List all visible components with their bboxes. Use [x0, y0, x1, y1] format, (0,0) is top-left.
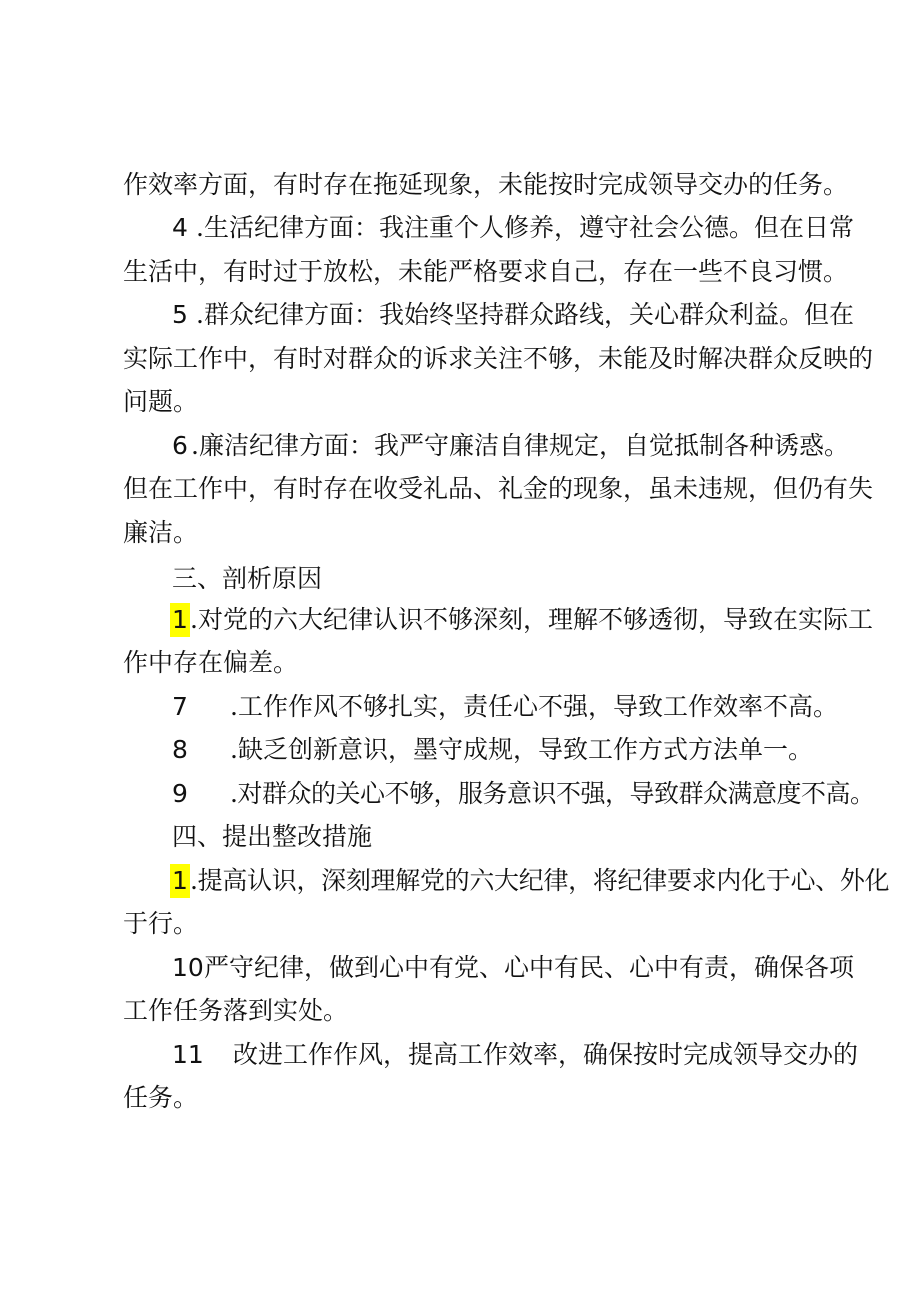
text-line [0, 472, 920, 506]
paragraph-text: .廉洁纪律方面：我严守廉洁自律规定，自觉抵制各种诱惑。 [191, 431, 849, 460]
list-item [0, 429, 920, 463]
text-line [0, 646, 920, 680]
paragraph-text: 严守纪律，做到心中有党、心中有民、心中有责，确保各项 [204, 953, 855, 982]
item-number: 10 [172, 953, 204, 982]
list-item [0, 603, 920, 637]
paragraph-text: 作中存在偏差。 [123, 648, 299, 677]
paragraph-text: 工作任务落到实处。 [123, 996, 349, 1025]
list-item [0, 733, 920, 767]
text-line [0, 516, 920, 550]
paragraph-text: .提高认识，深刻理解党的六大纪律，将纪律要求内化于心、外化 [190, 866, 890, 895]
item-number: 9 [172, 779, 188, 808]
item-number: 4 [172, 213, 188, 242]
paragraph-text: 生活中，有时过于放松，未能严格要求自己，存在一些不良习惯。 [123, 257, 849, 286]
item-number: 11 [172, 1040, 204, 1069]
text-line [0, 168, 920, 202]
section-heading [0, 562, 920, 596]
paragraph-text: .对群众的关心不够，服务意识不强，导致群众满意度不高。 [230, 779, 875, 808]
text-line [0, 342, 920, 376]
paragraph-text: 任务。 [123, 1083, 199, 1112]
paragraph-text: 问题。 [123, 387, 199, 416]
paragraph-text: 改进工作作风，提高工作效率，确保按时完成领导交办的 [233, 1040, 859, 1069]
item-number: 6 [172, 431, 188, 460]
list-item [0, 864, 920, 898]
paragraph-text: 作效率方面，有时存在拖延现象，未能按时完成领导交办的任务。 [123, 170, 849, 199]
paragraph-text: 廉洁。 [123, 518, 199, 547]
item-number: 5 [172, 300, 188, 329]
paragraph-text: .生活纪律方面：我注重个人修养，遵守社会公德。但在日常 [196, 213, 854, 242]
paragraph-text: 但在工作中，有时存在收受礼品、礼金的现象，虽未违规，但仍有失 [123, 474, 874, 503]
list-item [0, 951, 920, 985]
highlighted-number: 1 [170, 864, 190, 898]
paragraph-text: .工作作风不够扎实，责任心不强，导致工作效率不高。 [230, 692, 838, 721]
list-item [0, 1038, 920, 1072]
highlighted-number: 1 [170, 603, 190, 637]
list-item [0, 777, 920, 811]
section-title: 三、剖析原因 [172, 564, 323, 593]
text-line [0, 1081, 920, 1115]
section-heading [0, 820, 920, 854]
text-line [0, 255, 920, 289]
item-number: 8 [172, 735, 188, 764]
list-item [0, 211, 920, 245]
item-number: 7 [172, 692, 188, 721]
paragraph-text: .群众纪律方面：我始终坚持群众路线，关心群众利益。但在 [196, 300, 854, 329]
paragraph-text: 实际工作中，有时对群众的诉求关注不够，未能及时解决群众反映的 [123, 344, 874, 373]
list-item [0, 690, 920, 724]
paragraph-text: 于行。 [123, 909, 199, 938]
section-title: 四、提出整改措施 [172, 822, 373, 851]
text-line [0, 385, 920, 419]
paragraph-text: .缺乏创新意识，墨守成规，导致工作方式方法单一。 [230, 735, 813, 764]
list-item [0, 298, 920, 332]
paragraph-text: .对党的六大纪律认识不够深刻，理解不够透彻，导致在实际工 [190, 605, 873, 634]
text-line [0, 994, 920, 1028]
text-line [0, 907, 920, 941]
